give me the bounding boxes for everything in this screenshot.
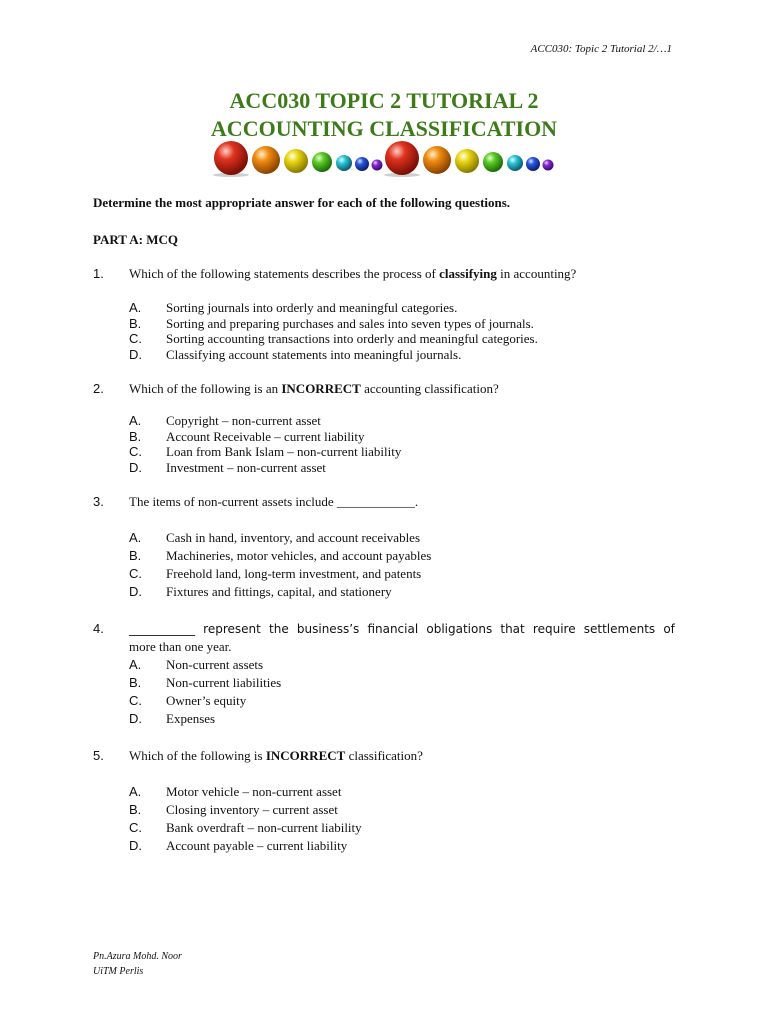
option-letter: D. [129,347,142,362]
part-heading: PART A: MCQ [93,232,179,247]
option-text: Account payable – current liability [166,838,348,853]
question-emphasis: classifying [439,266,497,281]
question-text [129,381,499,397]
document-title: ACC030 TOPIC 2 TUTORIAL 2 [229,88,539,113]
question-line: more than one year. [129,639,232,654]
question-text [129,620,675,656]
question-number: 3. [93,494,104,509]
option-letter: C. [129,566,142,581]
option-letter: D. [129,838,142,853]
option-text: Fixtures and fittings, capital, and stationery [166,584,392,599]
question-emphasis: INCORRECT [265,748,346,763]
instructions: Determine the most appropriate answer for each of the following questions. [93,195,511,210]
option-text: Bank overdraft – non-current liability [166,820,362,835]
option-text: Account Receivable – current liability [166,429,365,444]
question-number: 2. [93,381,104,396]
question-word: the [269,622,289,636]
option-letter: B. [129,316,142,331]
option-letter: D. [129,711,142,726]
option-text: Machineries, motor vehicles, and account payables [166,548,432,563]
question-text-part: accounting classification? [360,381,499,396]
question-number: 4. [93,621,104,636]
sphere-group-right [384,141,554,177]
question-text: The items of non-current assets include ____________. [129,494,419,509]
question-word: of [663,622,675,636]
footer-institution: UiTM Perlis [93,966,144,977]
option-letter: B. [129,429,142,444]
option-text: Non-current assets [166,657,264,672]
decorative-spheres [205,138,565,178]
option-letter: D. [129,584,142,599]
option-text: Motor vehicle – non-current asset [166,784,342,799]
option-text: Freehold land, long-term investment, and patents [166,566,422,581]
question-emphasis: INCORRECT [281,381,361,396]
question-number: 1. [93,266,104,281]
option-letter: A. [129,300,142,315]
question-word: that [500,622,525,636]
header-reference: ACC030: Topic 2 Tutorial 2/…1 [530,43,672,55]
option-text: Non-current liabilities [166,675,282,690]
option-text: Classifying account statements into meaningful journals. [166,347,462,362]
option-text: Expenses [166,711,216,726]
option-text: Sorting and preparing purchases and sales into seven types of journals. [166,316,534,331]
option-text: Closing inventory – current asset [166,802,338,817]
question-word: financial [367,622,419,636]
option-letter: C. [129,444,142,459]
option-letter: B. [129,548,142,563]
question-word: settlements [583,622,656,636]
sphere-group-left [213,141,383,177]
answer-blank: ___________ [129,622,195,636]
question-text-part: Which of the following statements describes the process of [129,266,440,281]
option-letter: B. [129,675,142,690]
option-letter: C. [129,820,142,835]
option-letter: C. [129,331,142,346]
question-text-part: classification? [345,748,423,763]
option-letter: C. [129,693,142,708]
option-letter: B. [129,802,142,817]
option-letter: D. [129,460,142,475]
option-text: Investment – non-current asset [166,460,326,475]
option-text: Copyright – non-current asset [166,413,321,428]
option-letter: A. [129,784,142,799]
option-text: Sorting accounting transactions into orderly and meaningful categories. [166,331,538,346]
question-word: business’s [296,622,360,636]
option-text: Owner’s equity [166,693,247,708]
option-letter: A. [129,530,142,545]
question-word: represent [203,622,261,636]
question-line-justified [129,620,675,638]
question-text [129,748,423,764]
option-text: Cash in hand, inventory, and account receivables [166,530,421,545]
option-letter: A. [129,413,142,428]
document-subtitle: ACCOUNTING CLASSIFICATION [210,116,558,141]
option-text: Loan from Bank Islam – non-current liability [166,444,402,459]
question-text [129,266,576,282]
option-text: Sorting journals into orderly and meaningful categories. [166,300,458,315]
question-text-part: Which of the following is an [129,381,282,396]
question-word: require [532,622,576,636]
question-text-part: in accounting? [496,266,577,281]
question-text-part: Which of the following is [129,748,266,763]
question-number: 5. [93,748,104,763]
option-letter: A. [129,657,142,672]
question-word: obligations [426,622,493,636]
footer-author: Pn.Azura Mohd. Noor [93,951,182,962]
